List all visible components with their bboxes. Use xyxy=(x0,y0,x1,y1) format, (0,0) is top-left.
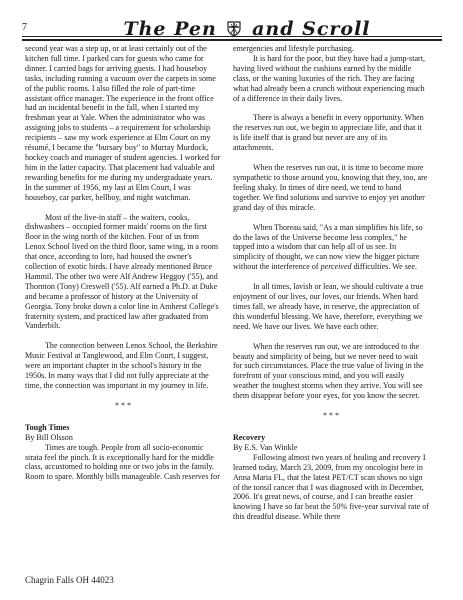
thoreau-text-end: difficulties. We see. xyxy=(351,262,418,272)
section-separator: * * * xyxy=(114,400,132,410)
right-paragraph-1: emergencies and lifestyle purchasing. xyxy=(233,44,354,53)
right-paragraph-6: In all times, lavish or lean, we should cultivate a true enjoyment of our lives, our loves, our friends. When hard times fall, we already have, in reserve, the appreciation of this wonderful blessing. We have, therefore, everything we need. We have our lives. We have each other. xyxy=(233,282,424,331)
article-title-tough-times: Tough Times xyxy=(25,422,70,432)
right-paragraph-4: When the reserves run out, it is time to become more sympathetic to those around you, knowing that they, too, are feeling shaky. In times of dire need, we tend to band together. We find solutions and survive to enjoy yet another grand day of this miracle. xyxy=(233,163,428,212)
header-rule-thin xyxy=(22,36,442,37)
footer-location: Chagrin Falls OH 44023 xyxy=(25,575,114,585)
header-rule-thick xyxy=(22,39,442,41)
left-paragraph-3: The connection between Lenox School, the Berkshire Music Festival at Tanglewood, and Elm Court, I suggest, were an important chapter in the school's history in the 1950s. In many ways that I did not fully appreciate at the time, the connection was important in my journey in life. xyxy=(25,341,218,390)
right-paragraph-5 xyxy=(233,223,429,273)
page-number: 7 xyxy=(22,22,27,33)
masthead-left: The Pen xyxy=(123,18,217,40)
right-column xyxy=(233,44,429,522)
article-byline: By E.S. Van Winkle xyxy=(233,442,298,452)
left-paragraph-1: second year was a step up, or at least certainly out of the kitchen full time. I parked cars for guests who came for dinner. I carried bags for arriving guests. I had houseboy tasks, including running a vacuum over the carpets in some of the public rooms. I also filled the role of part-time assistant office manager. The experience in the front office had an incidental benefit in the fall, when I started my freshman year at Yale. When the administrator who was assigning jobs to students – a requirement for scholarship recipients – saw my work experience at Elm Court on my résumé, I became the "bursary boy" to Murray Murdock, hockey coach and manager of student agencies. I worked for him in the latter capacity. That placement had valuable and rewarding benefits for me during my undergraduate years. In the summer of 1956, my last at Elm Court, I was houseboy, car parker, bellboy, and night watchman. xyxy=(25,44,221,202)
right-paragraph-3: There is always a benefit in every opportunity. When the reserves run out, we begin to appreciate life, and that it is life itself that is grand but never are any of its attachments. xyxy=(233,113,424,153)
right-paragraph-7: When the reserves run out, we are introduced to the beauty and simplicity of being, but we never need to wait for such circumstances. Place the true value of living in the forefront of your conscious mind, and you will easily weather the toughest storms when they arrive. You will see them disappear before your eyes, for you know the secret. xyxy=(233,341,424,401)
emphasis-word: perceived xyxy=(320,262,352,272)
right-paragraph-8: Following almost two years of healing and recovery I learned today, March 23, 2009, from my oncologist here in Anna Maria FL, that the latest PET/CT scan shows no sign of the tonsil cancer that I was diagnosed with in December, 2006. It's great news, of course, and I can breathe easier knowing I have so far beat the 50% five-year survival rate of this dreadful disease. While there xyxy=(233,452,429,522)
article-byline: By Bill Olsson xyxy=(25,432,73,442)
section-separator: * * * xyxy=(322,411,340,421)
article-title-recovery: Recovery xyxy=(233,433,266,442)
thoreau-text: When Thoreau said, "As a man simplifies his life, so do the laws of the Universe become less complex," he tapped into a wisdom that can help all of us see. In simplicity of thought, we can now view the bigger picture without the interference of xyxy=(233,222,423,272)
right-paragraph-2: It is hard for the poor, but they have had a jump-start, having lived without the cushions earned by the middle class, or the waning luxuries of the rich. They are facing what had already been a crunch without experiencing much of a difference in their daily lives. xyxy=(233,53,425,103)
masthead-right: and Scroll xyxy=(252,18,371,40)
left-paragraph-4: Times are tough. People from all socio-economic strata feel the pinch. It is exceptionally hard for the middle class, accustomed to holding one or two jobs in the family. Room to spare. Monthly bills manageable. Cash reserves for xyxy=(25,442,220,482)
crest-icon xyxy=(227,21,241,37)
left-paragraph-2: Most of the live-in staff – the waiters, cooks, dishwashers – occupied former maids' rooms on the first floor in the wing north of the kitchen. Four of us from Lenox School lived on the third floor, same wing, in a room that once, according to lore, had housed the owner's collection of exotic birds. I have already mentioned Bruce Hammil. The other two were Alf Andrew Heggoy ('55), and Thornton (Tony) Creswell ('55). Alf earned a Ph.D. at Duke and became a professor of history at the University of Georgia. Tony broke down a color line in Amherst College's fraternity system, and practiced law after graduated from Vanderbilt. xyxy=(25,212,219,331)
left-column xyxy=(25,44,221,482)
